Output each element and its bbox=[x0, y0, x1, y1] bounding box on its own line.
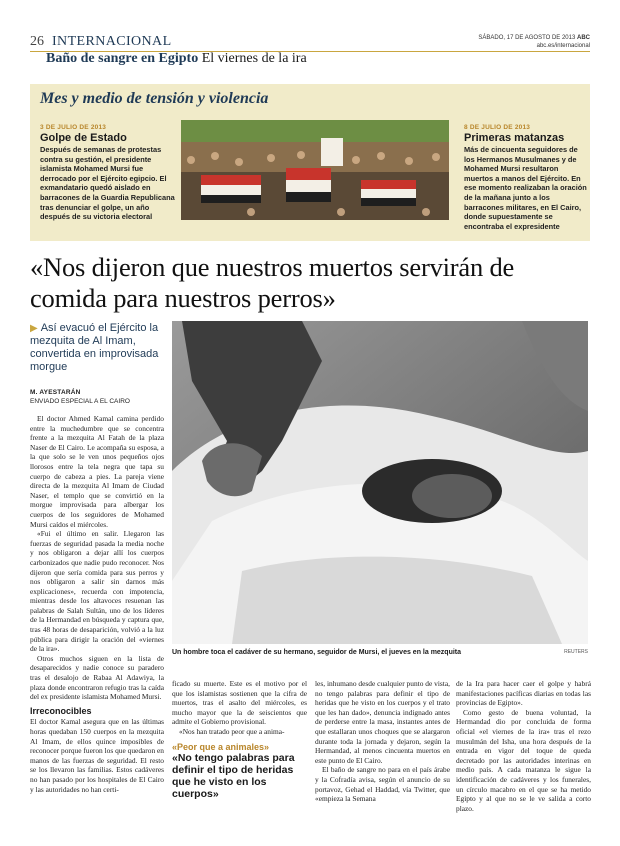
section-url: abc.es/internacional bbox=[536, 43, 590, 49]
paragraph: ficado su muerte. Este es el motivo por el que los islamistas sostienen que la cifra de muertos, tras el asalto del miércoles, es mucho mayor que la de seiscientos que admite el Gobierno provisional. bbox=[172, 679, 307, 727]
article-column-2 bbox=[315, 679, 450, 804]
paragraph: Otros muchos siguen en la lista de desaparecidos y nadie conoce su paradero tras el desalojo de Rabaa Al Adawiya, la plaza donde encontraron refugio tras la caída del ex presidente islamista Mohamed Mursi. bbox=[30, 653, 164, 702]
timeline-date: 8 DE JULIO DE 2013 bbox=[464, 124, 531, 131]
paper-name: ABC bbox=[577, 35, 590, 41]
main-photo-illustration bbox=[172, 321, 588, 644]
timeline-date: 3 DE JULIO DE 2013 bbox=[40, 124, 107, 131]
crowd-photo-illustration bbox=[181, 120, 449, 220]
photo-credit: REUTERS bbox=[564, 649, 588, 655]
paragraph: Como gesto de buena voluntad, la Hermandad dio por concluida de forma oficial «el viernes de la ira» tras el rezo musulmán del Isha, una hora después de la entrada en vigor del toque de queda decretado por las autoridades interinas en medio país. A cada matanza le sigue la identificación de cadáveres y los funerales, un círculo macabro en el que se ha metido Egipto y al que no se le ve salida a corto plazo. bbox=[456, 707, 591, 813]
pull-quote-label: «Peor que a animales» bbox=[172, 741, 270, 752]
article-column-1 bbox=[172, 679, 307, 800]
section-name: INTERNACIONAL bbox=[52, 34, 172, 49]
issue-date: SÁBADO, 17 DE AGOSTO DE 2013 bbox=[478, 35, 576, 41]
timeline-text: Después de semanas de protestas contra su gestión, el presidente islamista Mohamed Mursi fue derrocado por el Ejército egipcio. El exmandatario quedó aislado en barracones de la Guardia Republicana tras denunciar el golpe, un año después de su victoria electoral bbox=[40, 145, 175, 222]
crowd-photo bbox=[181, 120, 449, 220]
timeline-heading: Golpe de Estado bbox=[40, 132, 127, 144]
caption-text: Un hombre toca el cadáver de su hermano, seguidor de Mursi, el jueves en la mezquita bbox=[172, 649, 462, 656]
paragraph: «Fui el último en salir. Llegaron las fuerzas de seguridad pasada la media noche y nos obligaron a dejar allí los cuerpos carbonizados que nadie pudo reconocer. Nos dijeron que sería comida para sus perros y nos obligaron a salir sin darnos más explicaciones», recuerda con impotencia, mientras desde los altavoces resuenan las palabras de Salah Sultán, uno de los líderes de la Hermandad en búsqueda y captura que, tras 48 horas de desaparición, volvió a la luz pública para dirigir la oración del «viernes de la ira». bbox=[30, 529, 164, 654]
byline-role: ENVIADO ESPECIAL A EL CAIRO bbox=[30, 397, 130, 405]
paragraph: El baño de sangre no para en el país árabe y la Cofradía avisa, según el anuncio de su portavoz, Gehad el Haddad, vía Twitter, que «empieza la Semana bbox=[315, 765, 450, 804]
article-dek bbox=[30, 322, 168, 374]
pull-quote: «No tengo palabras para definir el tipo de heridas que he visto en los cuerpos» bbox=[172, 752, 295, 801]
subhead: Irreconocibles bbox=[30, 705, 92, 716]
date-line bbox=[478, 34, 590, 50]
page-header bbox=[30, 34, 590, 50]
paragraph: de la Ira para hacer caer el golpe y habrá manifestaciones pacíficas diarias en todas las provincias de Egipto». bbox=[456, 679, 591, 708]
dek-text: Así evacuó el Ejército la mezquita de Al Imam, convertida en improvisada morgue bbox=[30, 322, 159, 373]
article-headline: «Nos dijeron que nuestros muertos servirán de comida para nuestros perros» bbox=[30, 252, 515, 313]
topic-rest: El viernes de la ira bbox=[201, 51, 307, 66]
timeline-band bbox=[30, 84, 590, 241]
paragraph: les, inhumano desde cualquier punto de vista, no tengo palabras para definir el tipo de heridas que he visto en los cuerpos y el trato que les han dado», denuncia indignado antes de perderse entre la masa, instantes antes de que estallaran unos choques que se alargaron durante toda la jornada y dejaron, según la Hermandad, al menos cincuenta muertos en este punto de El Cairo. bbox=[315, 679, 450, 765]
page-number: 26 bbox=[30, 34, 44, 49]
paragraph: «Nos han tratado peor que a anima- bbox=[179, 726, 285, 736]
timeline-heading: Primeras matanzas bbox=[464, 132, 565, 144]
topic-line bbox=[46, 51, 307, 67]
main-photo bbox=[172, 321, 588, 644]
timeline-text: Más de cincuenta seguidores de los Hermanos Musulmanes y de Mohamed Mursi resultaron muertos a manos del Ejército. En ese momento realizaban la oración de la mañana junto a los barracones militares, en El Cairo, donde supuestamente se encontraba el expresidente bbox=[464, 145, 587, 231]
byline-author: M. AYESTARÁN bbox=[30, 389, 81, 396]
article-column-3 bbox=[456, 679, 591, 813]
topic-bold: Baño de sangre en Egipto bbox=[46, 51, 199, 66]
paragraph: El doctor Ahmed Kamal camina perdido entre la muchedumbre que se concentra frente a la mezquita Al Fatah de la plaza Naser de El Cairo. Le acompaña su esposa, a la que solo se le ven unos pequeños ojos llorosos entre la tela negra que tapa su cuerpo de cabeza a pies. La pareja viene directa de la mezquita Al Imam de Ciudad Naser, el templo que se convirtió en la morgue improvisada para albergar los cuerpos de los seguidores de Mohamed Mursi caídos el miércoles. bbox=[30, 414, 164, 529]
paragraph: El doctor Kamal asegura que en las últimas horas quedaban 150 cuerpos en la mezquita Al Imam, de ellos quince imposibles de reconocer porque fueron los que quedaron en manos de las fuerzas de seguridad. El resto se los llevaron las familias. Estos cadáveres no han pasado por los hospitales de El Cairo y las autoridades no han certi- bbox=[30, 717, 164, 794]
byline bbox=[30, 389, 168, 406]
timeline-entry-coup bbox=[40, 124, 178, 222]
triangle-bullet-icon: ▶ bbox=[30, 323, 38, 334]
timeline-title: Mes y medio de tensión y violencia bbox=[40, 90, 269, 107]
photo-caption bbox=[172, 649, 588, 661]
timeline-entry-massacres bbox=[464, 124, 588, 231]
article-body-left bbox=[30, 414, 164, 794]
